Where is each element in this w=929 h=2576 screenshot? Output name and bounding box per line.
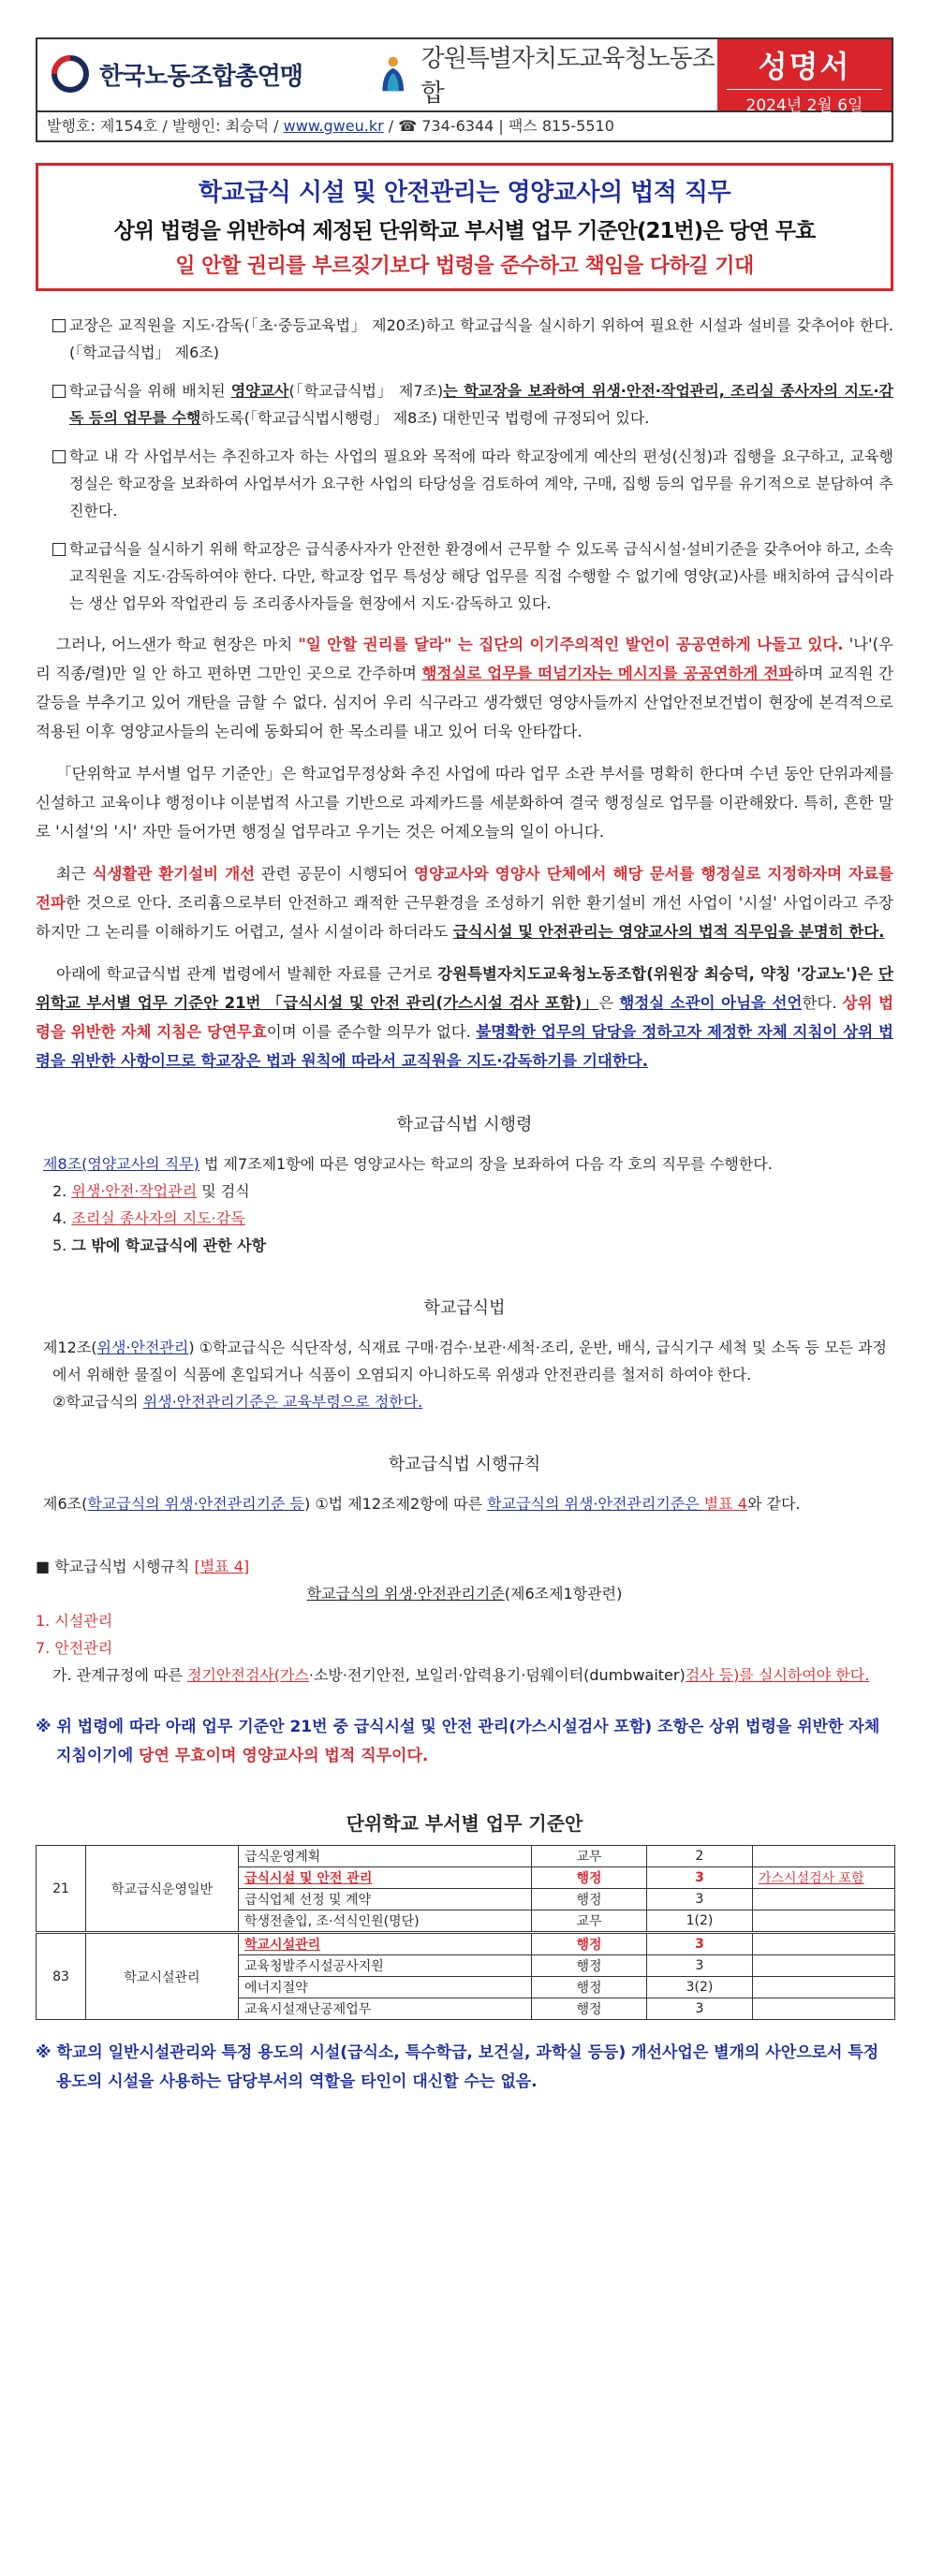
level-cell: 3 bbox=[647, 1867, 753, 1889]
task-cell: 교육청발주시설공사지원 bbox=[239, 1955, 532, 1977]
note-cell bbox=[753, 1846, 895, 1867]
group-number: 21 bbox=[37, 1846, 86, 1933]
level-cell: 3 bbox=[647, 1955, 753, 1977]
statement-page bbox=[36, 37, 893, 2097]
law1-text: 제8조(영양교사의 직무) 법 제7조제1항에 따른 영양교사는 학교의 장을 보좌하여 다음 각 호의 직무를 수행한다. 2. 위생·안전·작업관리 및 검식 4. 조리실 종사자의 지도·감독 5. 그 밖에 학교급식에 관한 사항 bbox=[36, 1150, 893, 1259]
note-cell: 가스시설검사 포함 bbox=[753, 1867, 895, 1889]
gweu-emblem-icon bbox=[373, 55, 413, 93]
law1-item: 2. 위생·안전·작업관리 및 검식 bbox=[52, 1182, 250, 1200]
website-link[interactable]: www.gweu.kr bbox=[283, 117, 384, 135]
fktu-logo bbox=[49, 51, 358, 97]
table-row bbox=[37, 1846, 895, 1867]
fktu-emblem-icon bbox=[49, 55, 92, 93]
law2-text: 제12조(위생·안전관리) ①학교급식은 식단작성, 식재료 구매·검수·보관·세척·조리, 운반, 배식, 급식기구 세척 및 소독 등 모든 과정에서 위해한 물질이 식품에 혼입되거나 식품이 오염되지 아니하도록 위생과 안전관리를 철저히 하여야 한다. ②학교급식의 위생·안전관리기준은 교육부령으로 정한다. bbox=[43, 1339, 887, 1411]
dept-cell: 행정 bbox=[532, 1867, 647, 1889]
note-cell bbox=[753, 1910, 895, 1933]
doc-type: 성명서 bbox=[758, 49, 851, 84]
level-cell: 3(2) bbox=[647, 1977, 753, 1998]
headline-2: 상위 법령을 위반하여 제정된 단위학교 부서별 업무 기준안(21번)은 당연 무효 bbox=[113, 219, 816, 243]
checkbox-bullet-icon bbox=[52, 543, 66, 556]
note-cell bbox=[753, 1998, 895, 2020]
task-cell: 교육시설재난공제업무 bbox=[239, 1998, 532, 2020]
bullet-item: 학교급식을 실시하기 위해 학교장은 급식종사자가 안전한 환경에서 근무할 수 있도록 급식시설·설비기준을 갖추어야 하고, 소속 교직원을 지도·감독하여야 한다. 다만, 학교장 업무 특성상 해당 업무를 직접 수행할 수 없기에 영양(교)사를 배치하여 급식이라는 생산 업무와 작업관리 등 조리종사자들을 현장에서 지도·감독하고 있다. bbox=[36, 535, 893, 617]
level-cell: 1(2) bbox=[647, 1910, 753, 1933]
law1-heading: 학교급식법 시행령 bbox=[396, 1115, 533, 1134]
task-cell: 학생전출입, 조·석식인원(명단) bbox=[239, 1910, 532, 1933]
bullet-item: 학교 내 각 사업부서는 추진하고자 하는 사업의 필요와 목적에 따라 학교장에게 예산의 편성(신청)과 집행을 요구하고, 교육행정실은 학교장을 보좌하여 사업부서가 요구한 사업의 타당성을 검토하여 계약, 구매, 집행 등의 업무를 유기적으로 분담하여 추진한다. bbox=[36, 443, 893, 524]
dept-cell: 행정 bbox=[532, 1977, 647, 1998]
task-cell: 에너지절약 bbox=[239, 1977, 532, 1998]
publication-info: 발행호: 제154호 / 발행인: 최승덕 / www.gweu.kr / ☎ 734-6344 | 팩스 815-5510 bbox=[36, 112, 893, 142]
level-cell: 2 bbox=[647, 1846, 753, 1867]
checkbox-bullet-icon bbox=[52, 450, 66, 463]
note-cell bbox=[753, 1955, 895, 1977]
headline-3: 일 안할 권리를 부르짖기보다 법령을 준수하고 책임을 다하길 기대 bbox=[175, 255, 754, 278]
checkbox-bullet-icon bbox=[52, 385, 66, 398]
body-paragraphs bbox=[36, 630, 893, 1076]
dept-cell: 교무 bbox=[532, 1846, 647, 1867]
law3-heading: 학교급식법 시행규칙 bbox=[388, 1455, 541, 1474]
bullet-item: 학교급식을 위해 배치된 영양교사(「학교급식법」 제7조)는 학교장을 보좌하여 위생·안전·작업관리, 조리실 종사자의 지도·감독 등의 업무를 수행하도록(「학교급식법시행령」 제8조) 대한민국 법령에 규정되어 있다. bbox=[36, 377, 893, 432]
paragraph: 그러나, 어느샌가 학교 현장은 마치 "일 안할 권리를 달라" 는 집단의 이기주의적인 발언이 공공연하게 나돌고 있다. '나'(우리 직종/렬)만 일 안 하고 편하면 그만인 곳으로 간주하며 행정실로 업무를 떠넘기자는 메시지를 공공연하게 전파하며 교직원 간 갈등을 부추기고 있어 개탄을 금할 수 없다. 심지어 우리 식구라고 생각했던 영양사들까지 산업안전보건법이 현장에 본격적으로 적용된 이후 영양교사들의 논리에 동화되어 한 목소리를 내고 있어 더욱 안타깝다. bbox=[36, 636, 894, 740]
law1-item: 4. 조리실 종사자의 지도·감독 bbox=[52, 1209, 245, 1227]
task-cell: 급식시설 및 안전 관리 bbox=[239, 1867, 532, 1889]
law3-text: 제6조(학교급식의 위생·안전관리기준 등) ①법 제12조제2항에 따른 학교급식의 위생·안전관리기준은 별표 4와 같다. bbox=[43, 1495, 801, 1513]
fax: 팩스 815-5510 bbox=[508, 117, 614, 135]
table-row bbox=[37, 1933, 895, 1955]
checkbox-bullet-icon bbox=[52, 319, 66, 332]
law4-text: ■ 학교급식법 시행규칙 [별표 4] 학교급식의 위생·안전관리기준(제6조제1항관련) 1. 시설관리 7. 안전관리 가. 관계규정에 따른 정기안전검사(가스·소방·전기안전, 보일러·압력용기·덤웨이터(dumbwaiter)검사 등)를 실시하여야 한다. bbox=[36, 1558, 870, 1684]
org1-name: 한국노동조합총연맹 bbox=[99, 62, 303, 91]
law2-heading: 학교급식법 bbox=[423, 1298, 506, 1318]
bullet-section bbox=[36, 312, 893, 617]
paragraph: 최근 식생활관 환기설비 개선 관련 공문이 시행되어 영양교사와 영양사 단체에서 해당 문서를 행정실로 지정하자며 자료를 전파한 것으로 안다. 조리흄으로부터 안전하고 쾌적한 근무환경을 조성하기 위한 환기설비 개선 사업이 '시설' 사업이라고 주장하지만 그 논리를 이해하기도 어렵고, 설사 시설이라 하더라도 급식시설 및 안전관리는 영양교사의 법적 직무임을 분명히 한다. bbox=[36, 865, 893, 941]
publisher: 발행인: 최승덕 bbox=[171, 117, 270, 135]
headline-1: 학교급식 시설 및 안전관리는 영양교사의 법적 직무 bbox=[198, 179, 731, 207]
job-criteria-table bbox=[36, 1845, 895, 2020]
task-cell: 급식업체 선정 및 계약 bbox=[239, 1889, 532, 1910]
group-name: 학교시설관리 bbox=[86, 1933, 239, 2020]
bullet-item: 교장은 교직원을 지도·감독(「초·중등교육법」 제20조)하고 학교급식을 실시하기 위하여 필요한 시설과 설비를 갖추어야 한다.(「학교급식법」 제6조) bbox=[36, 312, 893, 366]
dept-cell: 교무 bbox=[532, 1910, 647, 1933]
note-cell bbox=[753, 1933, 895, 1955]
note-cell bbox=[753, 1977, 895, 1998]
note-2: ※ 학교의 일반시설관리와 특정 용도의 시설(급식소, 특수학급, 보건실, 과학실 등등) 개선사업은 별개의 사안으로서 특정 용도의 시설을 사용하는 담당부서의 역할을 타인이 대신할 수는 없음. bbox=[36, 2043, 879, 2091]
level-cell: 3 bbox=[647, 1889, 753, 1910]
doc-type-badge bbox=[717, 39, 892, 115]
letterhead bbox=[36, 37, 893, 115]
doc-date: 2024년 2월 6일 bbox=[727, 89, 882, 115]
law1-item: 5. 그 밖에 학교급식에 관한 사항 bbox=[52, 1237, 267, 1254]
issue-number: 발행호: 제154호 bbox=[47, 117, 158, 135]
headline-box bbox=[36, 163, 893, 291]
note-cell bbox=[753, 1889, 895, 1910]
paragraph: 아래에 학교급식법 관계 법령에서 발췌한 자료를 근거로 강원특별자치도교육청노동조합(위원장 최승덕, 약칭 '강교노')은 단위학교 부서별 업무 기준안 21번 「급식시설 및 안전 관리(가스시설 검사 포함)」은 행정실 소관이 아님을 선언한다. 상위 법령을 위반한 자체 지침은 당연무효이며 이를 준수할 의무가 없다. 불명확한 업무의 담당을 정하고자 제정한 자체 지침이 상위 법령을 위반한 사항이므로 학교장은 법과 원칙에 따라서 교직원을 지도·감독하기를 기대한다. bbox=[36, 965, 894, 1070]
paragraph: 「단위학교 부서별 업무 기준안」은 학교업무정상화 추진 사업에 따라 업무 소관 부서를 명확히 한다며 수년 동안 단위과제를 신설하고 교육이냐 행정이냐 이분법적 사고를 기반으로 과제카드를 세분화하여 결국 행정실로 업무를 이관해왔다. 특히, 흔한 말로 '시설'의 '시' 자만 들어가면 행정실 업무라고 우기는 것은 어제오늘의 일이 아니다. bbox=[36, 765, 893, 841]
dept-cell: 행정 bbox=[532, 1955, 647, 1977]
dept-cell: 행정 bbox=[532, 1933, 647, 1955]
phone: ☎ 734-6344 bbox=[398, 117, 494, 135]
task-cell: 학교시설관리 bbox=[239, 1933, 532, 1955]
note-1: ※ 위 법령에 따라 아래 업무 기준안 21번 중 급식시설 및 안전 관리(가스시설검사 포함) 조항은 상위 법령을 위반한 자체 지침이기에 당연 무효이며 영양교사의 법적 직무이다. bbox=[36, 1718, 880, 1765]
level-cell: 3 bbox=[647, 1933, 753, 1955]
dept-cell: 행정 bbox=[532, 1998, 647, 2020]
table-title: 단위학교 부서별 업무 기준안 bbox=[346, 1812, 583, 1835]
gweu-logo bbox=[373, 45, 719, 108]
level-cell: 3 bbox=[647, 1998, 753, 2020]
task-cell: 급식운영계획 bbox=[239, 1846, 532, 1867]
group-name: 학교급식운영일반 bbox=[86, 1846, 239, 1933]
org2-name: 강원특별자치도교육청노동조합 bbox=[420, 45, 715, 108]
group-number: 83 bbox=[37, 1933, 86, 2020]
dept-cell: 행정 bbox=[532, 1889, 647, 1910]
